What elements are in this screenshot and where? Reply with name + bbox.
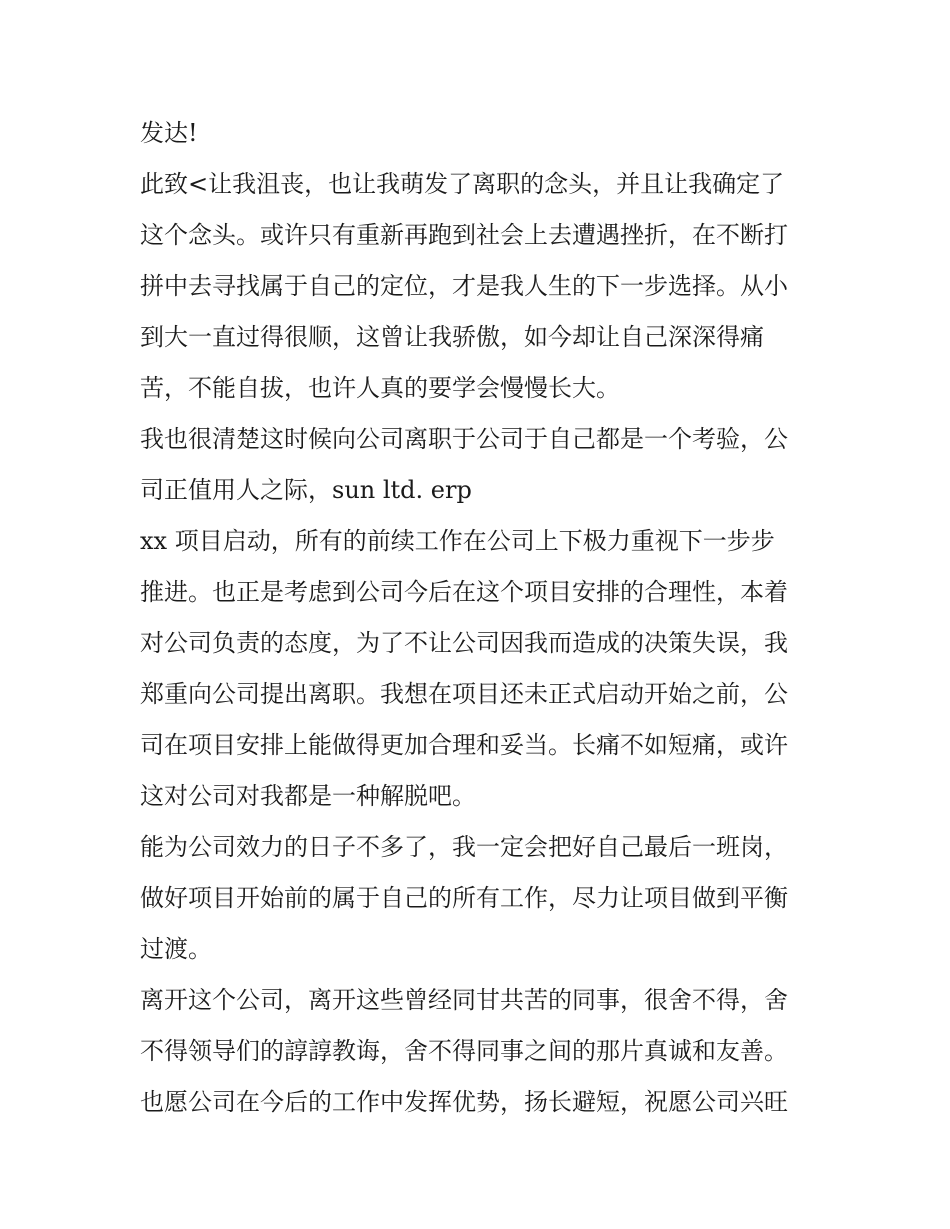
text-line: 做好项目开始前的属于自己的所有工作，尽力让项目做到平衡 xyxy=(140,884,788,912)
text-line: 不得领导们的諄諄教诲，舍不得同事之间的那片真诚和友善。 xyxy=(140,1037,788,1065)
text-line: xx 项目启动，所有的前续工作在公司上下极力重视下一步步 xyxy=(140,527,775,555)
text-line: 苦，不能自拔，也许人真的要学会慢慢长大。 xyxy=(140,374,620,402)
text-line: 我也很清楚这时候向公司离职于公司于自己都是一个考验，公 xyxy=(140,425,788,453)
text-line: 拼中去寻找属于自己的定位，才是我人生的下一步选择。从小 xyxy=(140,272,788,300)
text-line: 此致<让我沮丧，也让我萌发了离职的念头，并且让我确定了 xyxy=(140,170,785,198)
text-line: 过渡。 xyxy=(140,935,212,963)
text-line: 这对公司对我都是一种解脱吧。 xyxy=(140,782,476,810)
letter-body xyxy=(140,108,820,1128)
text-line: 发达! xyxy=(140,119,198,147)
text-line: 司正值用人之际，sun ltd. erp xyxy=(140,476,472,504)
text-line: 推进。也正是考虑到公司今后在这个项目安排的合理性，本着 xyxy=(140,578,788,606)
text-line: 离开这个公司，离开这些曾经同甘共苦的同事，很舍不得，舍 xyxy=(140,986,788,1014)
text-line: 郑重向公司提出离职。我想在项目还未正式启动开始之前，公 xyxy=(140,680,788,708)
text-line: 到大一直过得很顺，这曾让我骄傲，如今却让自己深深得痛 xyxy=(140,323,764,351)
text-line: 对公司负责的态度，为了不让公司因我而造成的决策失误，我 xyxy=(140,629,788,657)
text-line: 能为公司效力的日子不多了，我一定会把好自己最后一班岗， xyxy=(140,833,788,861)
text-line: 这个念头。或许只有重新再跑到社会上去遭遇挫折，在不断打 xyxy=(140,221,788,249)
text-line: 也愿公司在今后的工作中发挥优势，扬长避短，祝愿公司兴旺 xyxy=(140,1088,788,1116)
text-line: 司在项目安排上能做得更加合理和妥当。长痛不如短痛，或许 xyxy=(140,731,788,759)
